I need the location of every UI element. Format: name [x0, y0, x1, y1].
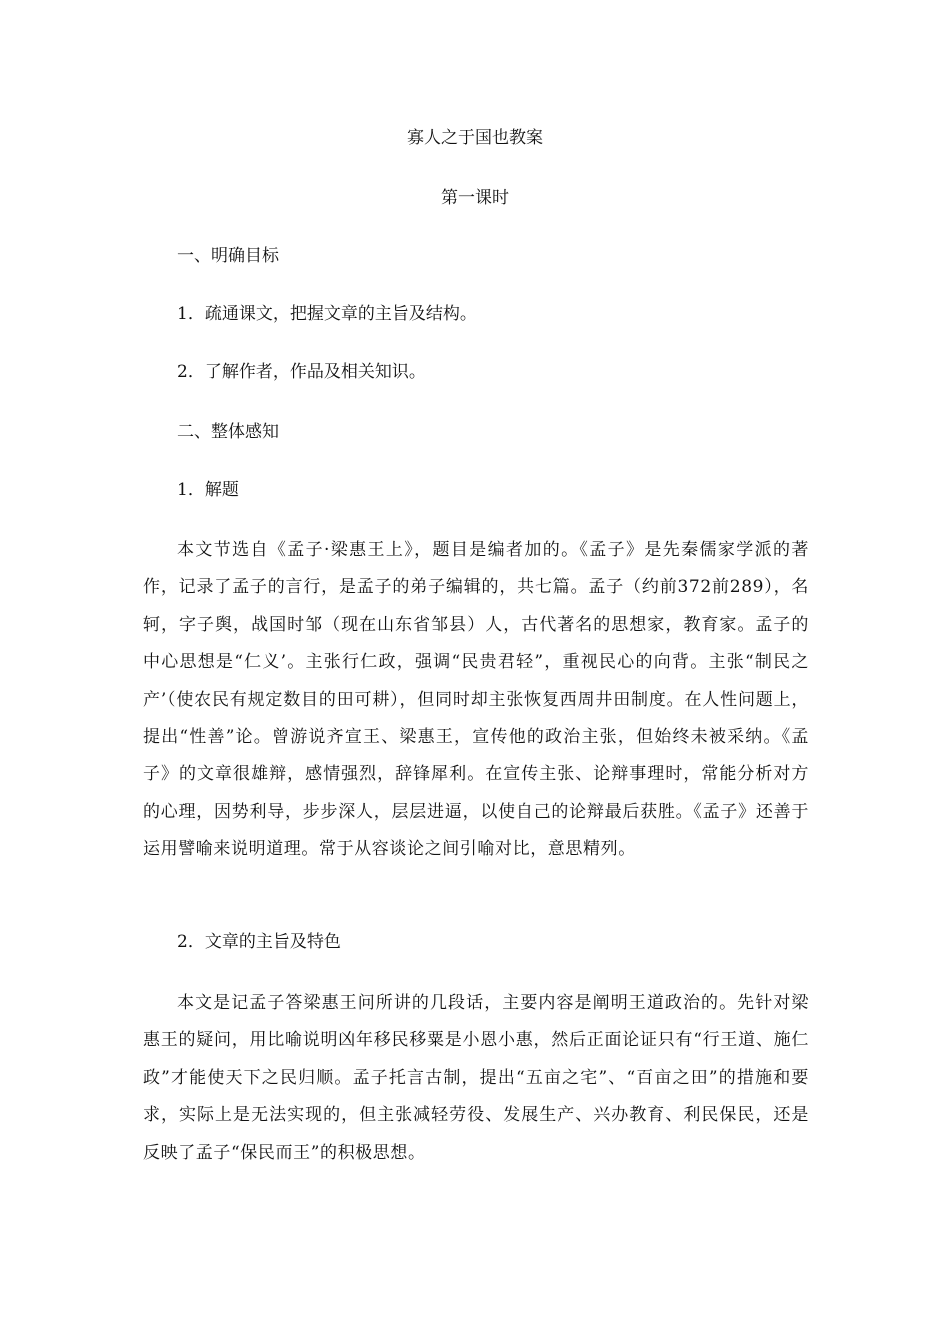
document-title: 寡人之于国也教案 [407, 128, 543, 148]
paragraph-title-explanation: 本文节选自《孟子·梁惠王上》，题目是编者加的。《孟子》是先秦儒家学派的著作，记录了孟子的言行，是孟子的弟子编辑的，共七篇。孟子（约前372前289），名轲，字子舆，战国时邹（现在山东省邹县）人，古代著名的思想家，教育家。孟子的中心思想是“仁义’。主张行仁政，强调“民贵君轻”，重视民心的向背。主张“制民之产’（使农民有规定数目的田可耕），但同时却主张恢复西周井田制度。在人性问题上，提出“性善”论。曾游说齐宣王、梁惠王，宣传他的政治主张，但始终未被采纳。《孟子》的文章很雄辩，感情强烈，辞锋犀利。在宣传主张、论辩事理时，常能分析对方的心理，因势利导，步步深人，层层进逼，以使自己的论辩最后获胜。《孟子》还善于运用譬喻来说明道理。常于从容谈论之间引喻对比，意思精列。 [143, 540, 809, 860]
item-heading-theme: 2．文章的主旨及特色 [177, 932, 341, 952]
paragraph-theme: 本文是记孟子答梁惠王问所讲的几段话，主要内容是阐明王道政治的。先针对梁惠王的疑问，用比喻说明凶年移民移粟是小恩小惠，然后正面论证只有“行王道、施仁政”才能使天下之民归顺。孟子托言古制，提出“五亩之宅”、“百亩之田”的措施和要求，实际上是无法实现的，但主张减轻劳役、发展生产、兴办教育、利民保民，还是反映了孟子“保民而王”的积极思想。 [143, 993, 809, 1163]
section-heading-overview: 二、整体感知 [177, 422, 279, 442]
lesson-subtitle: 第一课时 [441, 188, 509, 208]
goal-item-1: 1．疏通课文，把握文章的主旨及结构。 [177, 304, 477, 324]
item-heading-title-explanation: 1．解题 [177, 480, 239, 500]
goal-item-2: 2．了解作者，作品及相关知识。 [177, 362, 426, 382]
section-heading-goals: 一、明确目标 [177, 246, 279, 266]
